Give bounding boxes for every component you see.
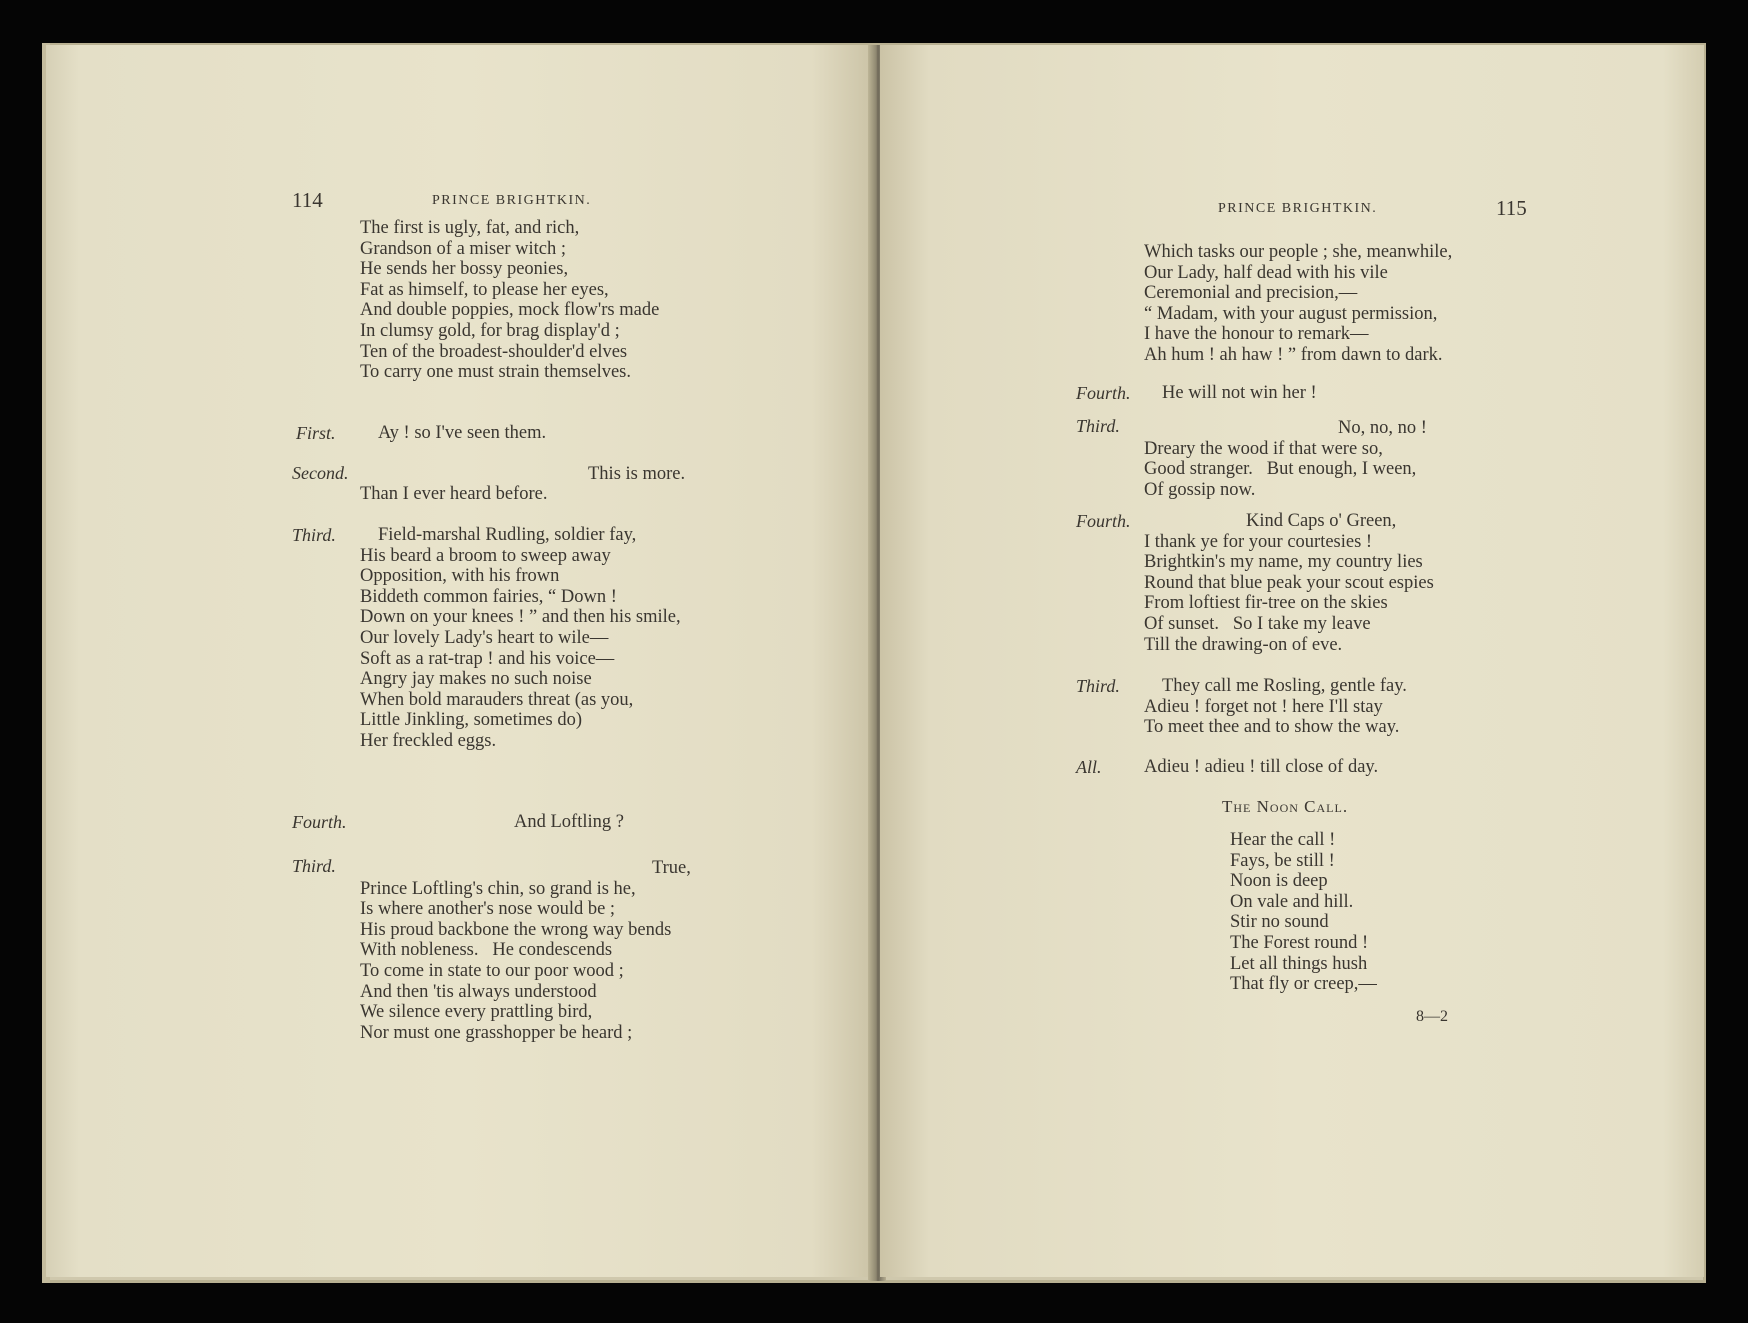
left-page — [46, 45, 878, 1277]
verse-line: Adieu ! forget not ! here I'll stay — [1144, 696, 1383, 717]
verse-line: This is more. — [588, 464, 686, 484]
verse-line: Grandson of a miser witch ; — [360, 238, 567, 259]
verse-line: Little Jinkling, sometimes do) — [360, 710, 582, 731]
verse-line: Her freckled eggs. — [360, 730, 497, 751]
running-head: PRINCE BRIGHTKIN. — [432, 193, 592, 208]
verse-line: Ah hum ! ah haw ! ” from dawn to dark. — [1144, 344, 1443, 365]
running-head: PRINCE BRIGHTKIN. — [1218, 201, 1378, 216]
verse-line: No, no, no ! — [1338, 418, 1427, 438]
signature-mark: 8—2 — [1416, 1008, 1448, 1025]
verse-line: He sends her bossy peonies, — [360, 259, 569, 280]
verse-line: We silence every prattling bird, — [360, 1002, 593, 1023]
verse-line: “ Madam, with your august permission, — [1144, 303, 1438, 324]
verse-line: Of sunset. So I take my leave — [1144, 613, 1371, 634]
verse-line: Hear the call ! — [1230, 830, 1336, 850]
verse-line: The first is ugly, fat, and rich, — [360, 218, 580, 238]
verse-line: Is where another's nose would be ; — [360, 899, 616, 920]
verse-line: Ten of the broadest-shoulder'd elves — [360, 341, 628, 362]
verse-line: And double poppies, mock flow'rs made — [360, 300, 660, 321]
speech — [360, 525, 681, 752]
verse-line: And Loftling ? — [514, 812, 624, 832]
verse-line: Opposition, with his frown — [360, 566, 560, 587]
verse-line: Biddeth common fairies, “ Down ! — [360, 586, 617, 607]
verse-line: Till the drawing-on of eve. — [1144, 634, 1343, 655]
verse-line: Fat as himself, to please her eyes, — [360, 279, 609, 300]
speech — [360, 858, 691, 1043]
verse-line: Adieu ! adieu ! till close of day. — [1144, 757, 1379, 777]
speaker-label: All. — [1076, 757, 1102, 777]
open-book — [42, 43, 1706, 1283]
verse-line: From loftiest fir-tree on the skies — [1144, 593, 1388, 614]
verse-line: Our lovely Lady's heart to wile— — [360, 627, 609, 648]
verse-line: That fly or creep,— — [1230, 974, 1377, 995]
verse-line: His beard a broom to sweep away — [360, 545, 611, 566]
verse-line: Of gossip now. — [1144, 479, 1256, 500]
right-page — [880, 45, 1704, 1277]
page-number: 115 — [1496, 196, 1527, 220]
speaker-label: Fourth. — [1076, 511, 1131, 531]
verse-line: On vale and hill. — [1230, 891, 1354, 912]
verse-line: And then 'tis always understood — [360, 981, 597, 1002]
verse-line: When bold marauders threat (as you, — [360, 689, 634, 710]
verse-line: Noon is deep — [1230, 871, 1328, 892]
verse-line: In clumsy gold, for brag display'd ; — [360, 320, 620, 341]
stanza — [1144, 242, 1452, 366]
speaker-label: Third. — [1076, 676, 1120, 696]
verse-line: Fays, be still ! — [1230, 850, 1335, 871]
verse-line: True, — [652, 858, 691, 878]
verse-line: Good stranger. But enough, I ween, — [1144, 459, 1417, 480]
verse-line: Angry jay makes no such noise — [360, 669, 592, 690]
verse-line: Our Lady, half dead with his vile — [1144, 262, 1388, 283]
verse-line: Dreary the wood if that were so, — [1144, 438, 1383, 459]
verse-line: With nobleness. He condescends — [360, 940, 613, 961]
speaker-label: Third. — [292, 525, 336, 545]
verse-line: Let all things hush — [1230, 953, 1368, 974]
speaker-label: Fourth. — [292, 812, 347, 832]
speech — [1144, 676, 1407, 738]
verse-line: The Forest round ! — [1230, 932, 1369, 953]
speaker-label: Second. — [292, 463, 349, 483]
verse-line: Which tasks our people ; she, meanwhile, — [1144, 242, 1453, 262]
verse-line: Ceremonial and precision,— — [1144, 283, 1358, 304]
stanza — [360, 218, 659, 383]
verse-line: Soft as a rat-trap ! and his voice— — [360, 648, 615, 669]
verse-line: Stir no sound — [1230, 912, 1329, 933]
verse-line: Brightkin's my name, my country lies — [1144, 552, 1423, 573]
verse-line: Nor must one grasshopper be heard ; — [360, 1022, 633, 1043]
verse-line: Ay ! so I've seen them. — [378, 423, 547, 443]
verse-line: I have the honour to remark— — [1144, 324, 1369, 345]
verse-line: I thank ye for your courtesies ! — [1144, 531, 1373, 552]
verse-line: His proud backbone the wrong way bends — [360, 919, 672, 940]
speaker-label: Fourth. — [1076, 383, 1131, 403]
song-stanza — [1230, 830, 1377, 995]
verse-line: They call me Rosling, gentle fay. — [1162, 676, 1407, 696]
speech — [1144, 418, 1427, 500]
page-number: 114 — [292, 188, 323, 212]
verse-line: To carry one must strain themselves. — [360, 362, 631, 383]
verse-line: Kind Caps o' Green, — [1246, 511, 1397, 531]
verse-line: Field-marshal Rudling, soldier fay, — [378, 525, 637, 545]
verse-line: Down on your knees ! ” and then his smile, — [360, 607, 681, 628]
song-title: The Noon Call. — [1222, 797, 1349, 816]
speaker-label: First. — [296, 423, 336, 443]
speaker-label: Third. — [292, 856, 336, 876]
verse-line: To meet thee and to show the way. — [1144, 717, 1400, 738]
verse-line: He will not win her ! — [1162, 383, 1317, 403]
verse-line: Than I ever heard before. — [360, 484, 548, 504]
speaker-label: Third. — [1076, 416, 1120, 436]
verse-line: To come in state to our poor wood ; — [360, 960, 624, 981]
verse-line: Round that blue peak your scout espies — [1144, 572, 1434, 593]
verse-line: Prince Loftling's chin, so grand is he, — [360, 878, 636, 899]
speech — [1144, 511, 1434, 655]
